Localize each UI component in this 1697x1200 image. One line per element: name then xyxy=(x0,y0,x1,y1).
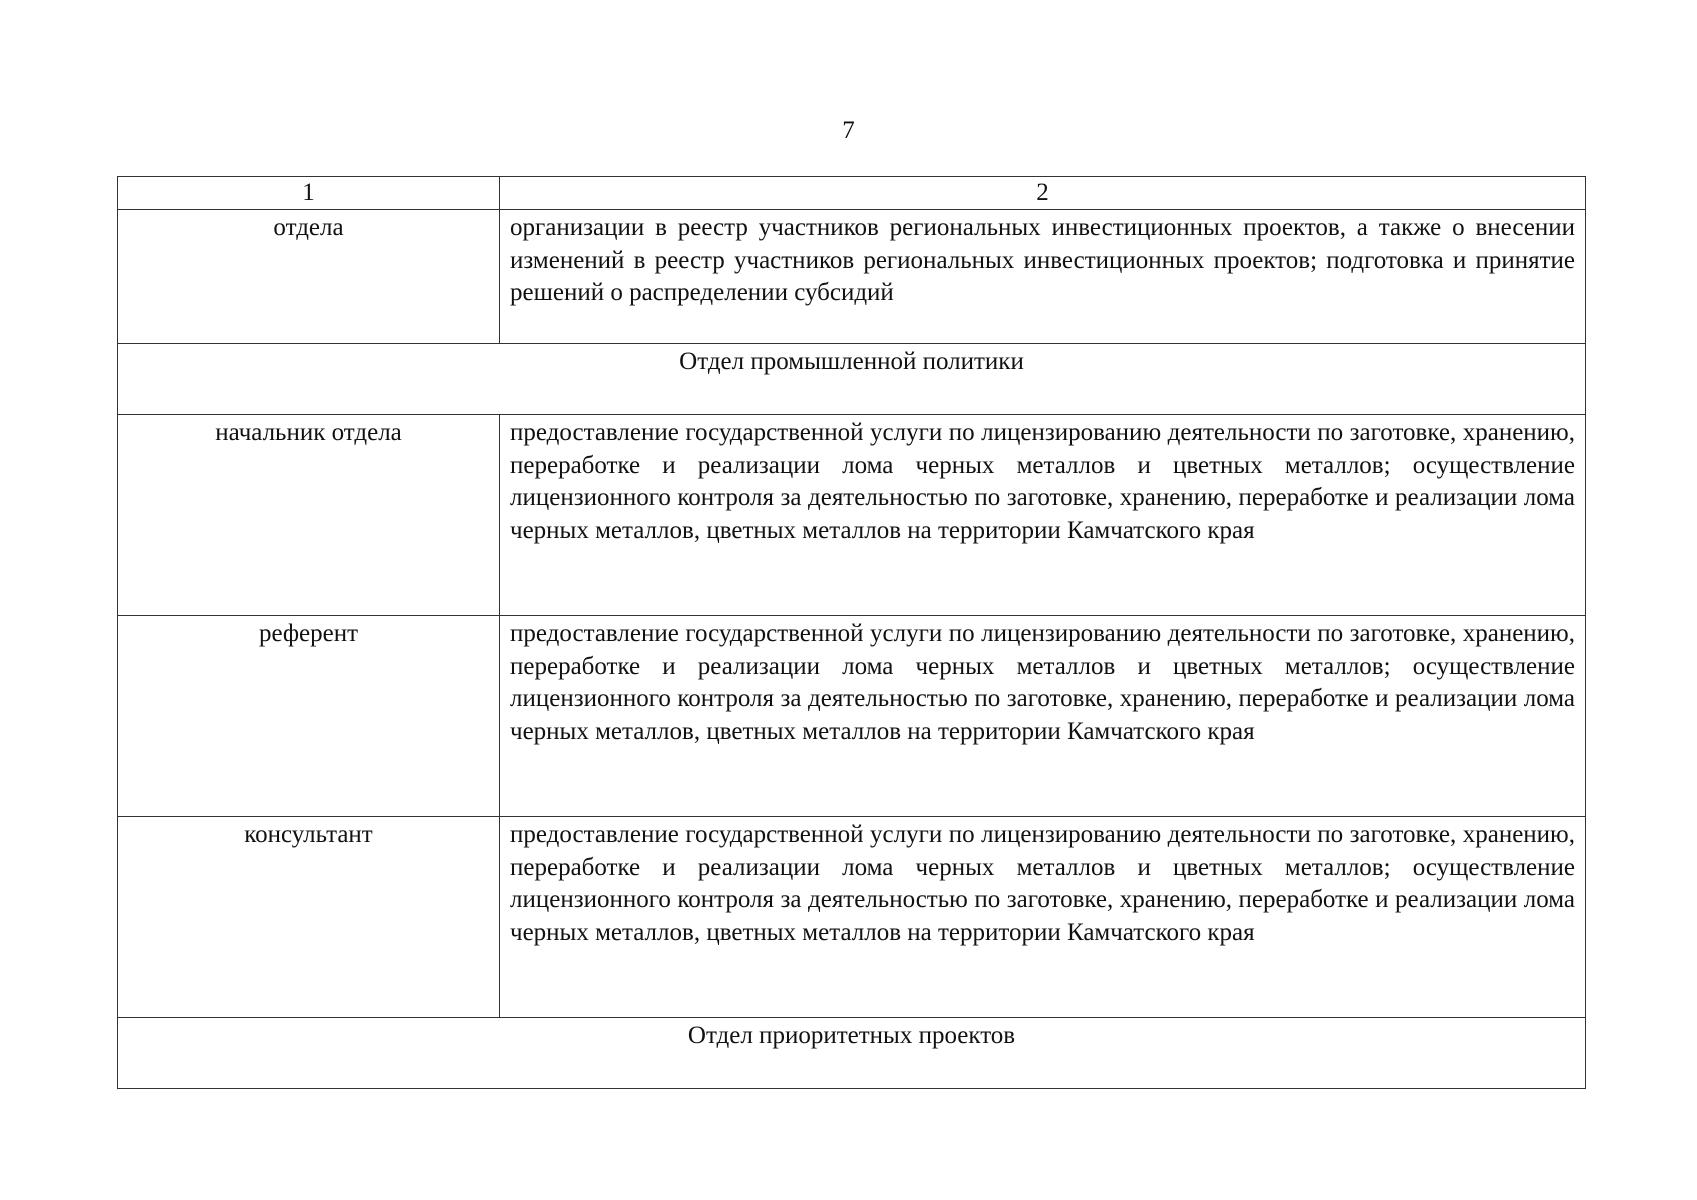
duties-cell: предоставление государственной услуги по лицензированию деятельности по заготовке, хранению, переработке и реализации лома черных металлов и цветных металлов; осуществление лицензионного контроля за деятельностью по заготовке, хранению, переработке и реализации лома черных металлов, цветных металлов на территории Камчатского края xyxy=(500,415,1586,616)
page-number: 7 xyxy=(842,117,855,144)
duties-cell: предоставление государственной услуги по лицензированию деятельности по заготовке, хранению, переработке и реализации лома черных металлов и цветных металлов; осуществление лицензионного контроля за деятельностью по заготовке, хранению, переработке и реализации лома черных металлов, цветных металлов на территории Камчатского края xyxy=(500,817,1586,1018)
duties-cell: организации в реестр участников региональных инвестиционных проектов, а также о внесении изменений в реестр участников региональных инвестиционных проектов; подготовка и принятие решений о распределении субсидий xyxy=(500,210,1586,344)
column-number-1: 1 xyxy=(118,177,500,210)
table-row xyxy=(118,817,1586,1018)
section-row xyxy=(118,344,1586,415)
section-title-priority-projects: Отдел приоритетных проектов xyxy=(118,1018,1586,1089)
table-row xyxy=(118,210,1586,344)
position-cell: начальник отдела xyxy=(118,415,500,616)
position-cell: консультант xyxy=(118,817,500,1018)
section-row xyxy=(118,1018,1586,1089)
position-cell: референт xyxy=(118,616,500,817)
table-row xyxy=(118,616,1586,817)
duties-cell: предоставление государственной услуги по лицензированию деятельности по заготовке, хранению, переработке и реализации лома черных металлов и цветных металлов; осуществление лицензионного контроля за деятельностью по заготовке, хранению, переработке и реализации лома черных металлов, цветных металлов на территории Камчатского края xyxy=(500,616,1586,817)
section-title-industrial-policy: Отдел промышленной политики xyxy=(118,344,1586,415)
table-header-row xyxy=(118,177,1586,210)
table-row xyxy=(118,415,1586,616)
position-cell: отдела xyxy=(118,210,500,344)
column-number-2: 2 xyxy=(500,177,1586,210)
positions-duties-table xyxy=(117,176,1586,1089)
